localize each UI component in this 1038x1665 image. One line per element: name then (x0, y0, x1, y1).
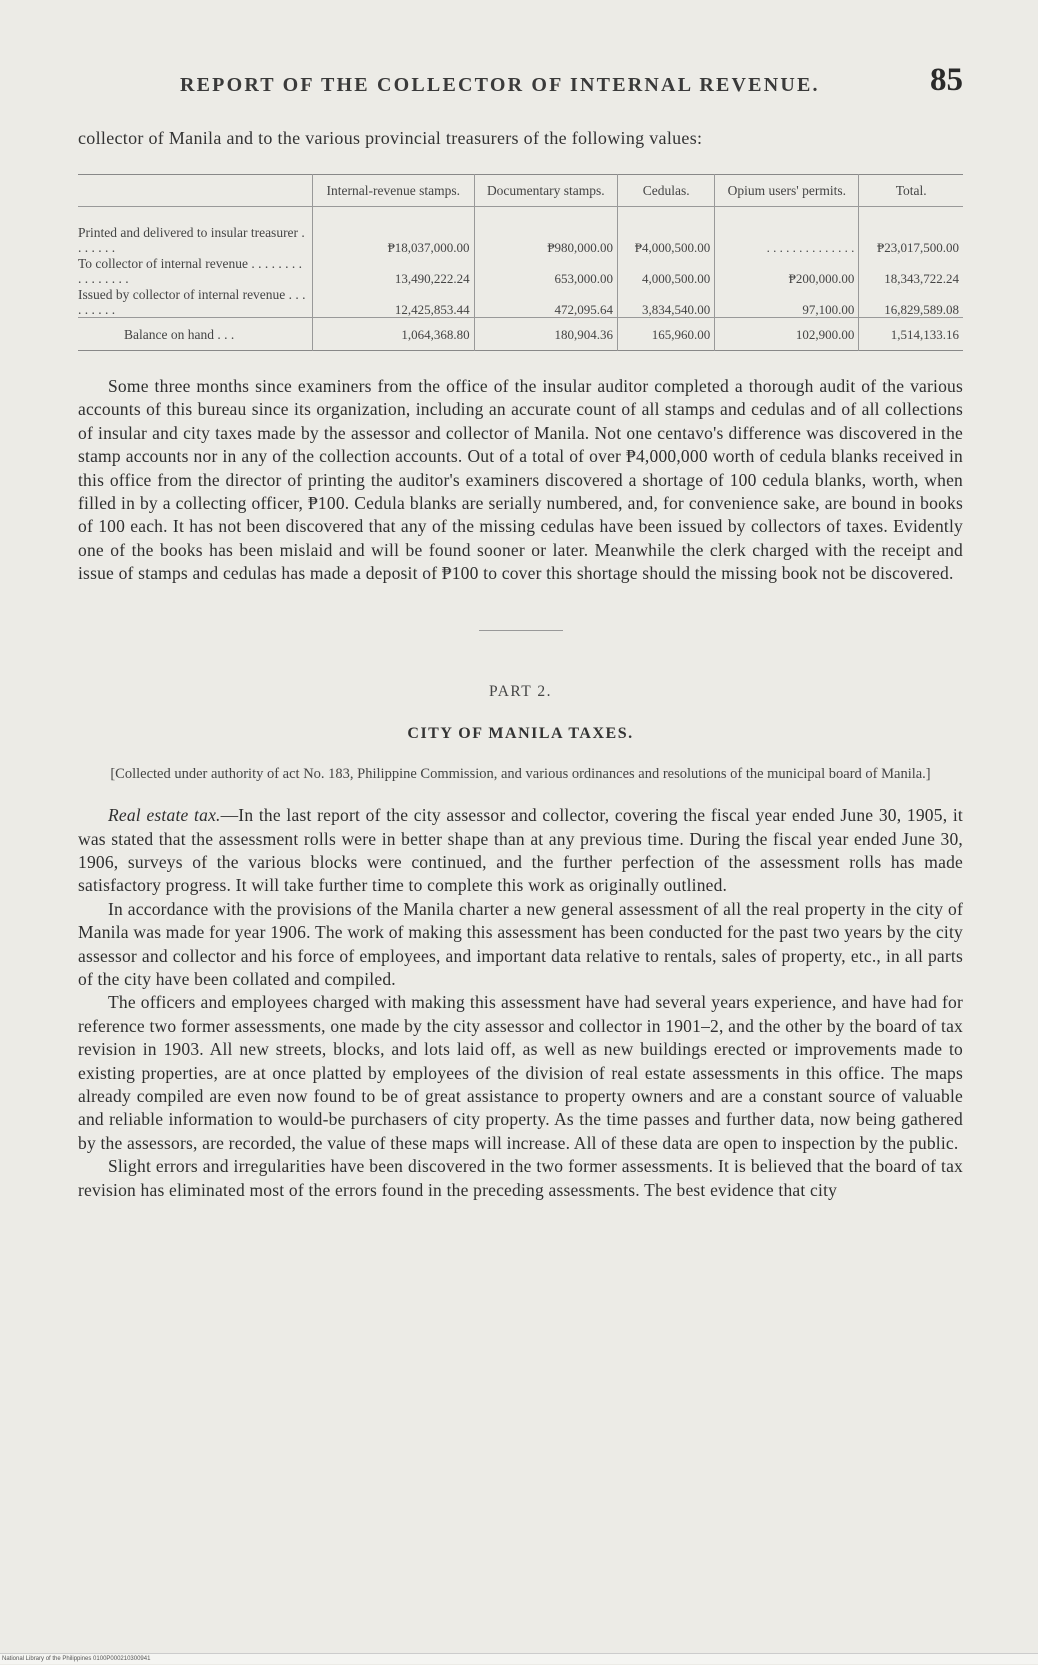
errors-paragraph: Slight errors and irregularities have been discovered in the two former assessments. It is believed that the board of tax revision has eliminated most of the errors found in the preceding assessments. The best evidence that city (78, 1156, 963, 1200)
page-number: 85 (930, 62, 963, 98)
col-header-documentary: Documentary stamps. (474, 175, 617, 207)
intro-line: collector of Manila and to the various provincial treasurers of the following values: (78, 128, 703, 148)
cell-value: 3,834,540.00 (618, 286, 715, 318)
total-cell-value: 165,960.00 (618, 318, 715, 351)
section-divider (479, 630, 563, 632)
cell-value: . . . . . . . . . . . . . . (715, 207, 859, 256)
total-cell-value: 1,064,368.80 (313, 318, 475, 351)
cell-value: 18,343,722.24 (859, 255, 963, 286)
col-header-total: Total. (859, 175, 963, 207)
audit-paragraph: Some three months since examiners from the office of the insular auditor completed a thorough audit of the various accounts of this bureau since its organization, including an accurate count of all stamps and cedulas and of all collections of insular and city taxes made by the assessor and collector of Manila. Not one centavo's difference was discovered in the stamp accounts nor in any of the collection accounts. Out of a total of over ₱4,000,000 worth of cedula blanks received in this office from the director of printing the auditor's examiners discovered a shortage of 100 cedula blanks, worth, when filled in by a collecting officer, ₱100. Cedula blanks are serially numbered, and, for convenience sake, are bound in books of 100 each. It has not been discovered that any of the missing cedulas have been issued by collectors of taxes. Evidently one of the books has been mislaid and will be found sooner or later. Meanwhile the clerk charged with the receipt and issue of stamps and cedulas has made a deposit of ₱100 to cover this shortage should the missing book not be discovered. (78, 376, 963, 584)
col-header-internal-revenue: Internal-revenue stamps. (313, 175, 475, 207)
row-label: To collector of internal revenue . . . . . . . . . . . . . . . . (78, 256, 302, 286)
table-total-row (78, 318, 963, 351)
assessment-paragraph: In accordance with the provisions of the Manila charter a new general assessment of all the real property in the city of Manila was made for year 1906. The work of making this assessment has been conducted for the past two years by the city assessor and collector and his force of employees, and important data relative to rentals, sales of property, etc., in all parts of the city have been collated and compiled. (78, 898, 963, 989)
table-row (78, 255, 963, 286)
section-heading: CITY OF MANILA TAXES. (407, 725, 634, 743)
cell-value: ₱23,017,500.00 (859, 207, 963, 256)
cell-value: ₱18,037,000.00 (313, 207, 475, 256)
cell-value: 97,100.00 (715, 286, 859, 318)
cell-value: ₱4,000,500.00 (618, 207, 715, 256)
document-page (78, 62, 963, 1202)
real-estate-paragraph (78, 804, 963, 898)
total-cell-value: 180,904.36 (474, 318, 617, 351)
cell-value: 653,000.00 (474, 255, 617, 286)
col-header-cedulas: Cedulas. (618, 175, 715, 207)
cell-value: 472,095.64 (474, 286, 617, 318)
cell-value: ₱980,000.00 (474, 207, 617, 256)
real-estate-text: —In the last report of the city assessor and collector, covering the fiscal year ended June 30, 1905, it was stated that the assessment rolls were in better shape than at any previous time. During the fiscal year ended June 30, 1906, surveys of the various blocks were continued, and the further perfection of the assessment rolls has made satisfactory progress. It will take further time to complete this work as originally outlined. (78, 805, 963, 896)
cell-value: 13,490,222.24 (313, 255, 475, 286)
stamp-values-table (78, 174, 963, 351)
officers-paragraph: The officers and employees charged with making this assessment have had several years experience, and have had for reference two former assessments, one made by the city assessor and collector in 1901–2, and the other by the board of tax revision in 1903. All new streets, blocks, and lots laid off, as well as new buildings erected or improvements made to existing properties, are at once platted by employees of the division of real estate assessments in this office. The maps already compiled are even now found to be of great assistance to property owners and are a constant source of valuable and reliable information to would-be purchasers of city property. As the time passes and further data, now being gathered by the assessors, are recorded, the value of these maps will increase. All of these data are open to inspection by the public. (78, 992, 963, 1153)
cell-value: 4,000,500.00 (618, 255, 715, 286)
cell-value: ₱200,000.00 (715, 255, 859, 286)
col-header-opium-permits: Opium users' permits. (715, 175, 859, 207)
table-row (78, 207, 963, 256)
total-cell-value: 102,900.00 (715, 318, 859, 351)
table-row (78, 286, 963, 318)
cell-value: 16,829,589.08 (859, 286, 963, 318)
total-cell-value: 1,514,133.16 (859, 318, 963, 351)
running-title: REPORT OF THE COLLECTOR OF INTERNAL REVENUE. (180, 74, 820, 96)
row-label: Issued by collector of internal revenue . . . . . . . . . (78, 287, 306, 317)
real-estate-lead: Real estate tax. (108, 805, 221, 826)
total-row-label: Balance on hand . . . (78, 318, 313, 351)
table-stub-header (78, 175, 313, 207)
scan-footer: National Library of the Philippines 0100P000210300941 (0, 1653, 1038, 1664)
running-head (78, 62, 963, 116)
authority-note: [Collected under authority of act No. 183, Philippine Commission, and various ordinances and resolutions of the municipal board of Manila.] (110, 766, 931, 783)
part-heading: PART 2. (489, 683, 552, 701)
table-header-row (78, 175, 963, 207)
cell-value: 12,425,853.44 (313, 286, 475, 318)
row-label: Printed and delivered to insular treasurer . . . . . . . (78, 225, 305, 255)
